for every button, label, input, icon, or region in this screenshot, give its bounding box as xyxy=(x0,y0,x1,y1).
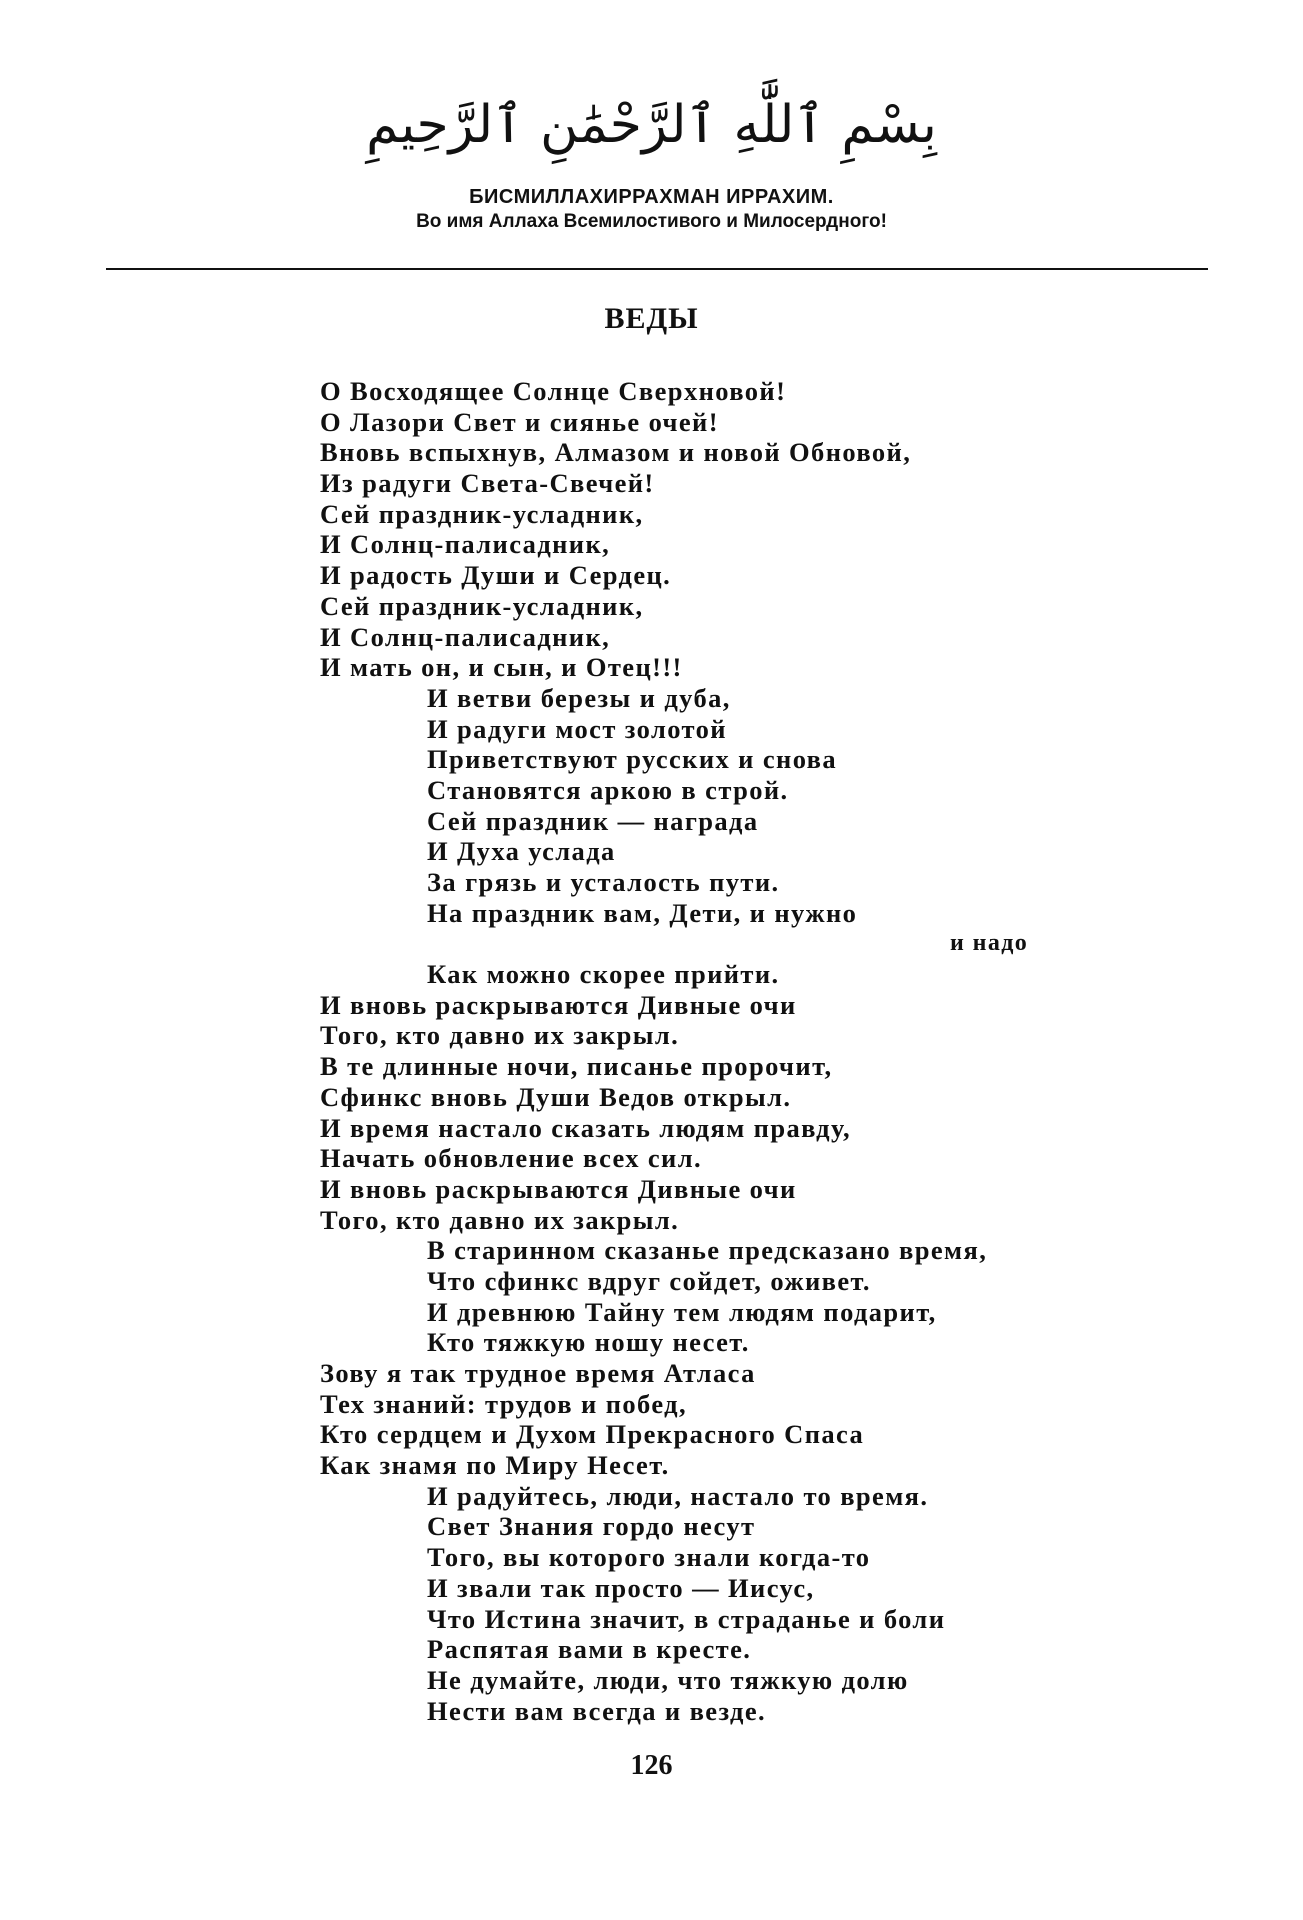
poem-line: О Восходящее Солнце Сверхновой! xyxy=(320,376,787,406)
poem-line: Того, вы которого знали когда-то xyxy=(427,1542,871,1573)
poem-line: Сей праздник-усладник, xyxy=(320,590,644,621)
poem-line: Сей праздник — награда xyxy=(427,805,759,836)
poem-line: Тех знаний: трудов и побед, xyxy=(320,1388,687,1419)
poem-line: И вновь раскрываются Дивные очи xyxy=(320,1173,797,1204)
poem-line: Начать обновление всех сил. xyxy=(320,1143,702,1174)
page-header xyxy=(0,90,1303,233)
poem-line: Вновь вспыхнув, Алмазом и новой Обновой, xyxy=(320,437,912,468)
poem-line: О Лазори Свет и сиянье очей! xyxy=(320,406,719,437)
page-number: 126 xyxy=(630,1750,673,1781)
poem-line: И радость Души и Сердец. xyxy=(320,560,672,591)
basmala-translation: Во имя Аллаха Всемилостивого и Милосердного! xyxy=(416,211,887,232)
poem-line: Становятся аркою в строй. xyxy=(427,774,789,805)
poem-line: Из радуги Света-Свечей! xyxy=(320,468,655,499)
poem-line-continuation: и надо xyxy=(950,930,1029,957)
poem-line: Приветствуют русских и снова xyxy=(427,744,838,775)
poem-line: И ветви березы и дуба, xyxy=(427,682,731,713)
poem-line: Что сфинкс вдруг сойдет, оживет. xyxy=(427,1265,871,1296)
poem-line: Сей праздник-усладник, xyxy=(320,498,644,529)
poem-line: И древнюю Тайну тем людям подарит, xyxy=(427,1296,937,1327)
poem-line: Свет Знания гордо несут xyxy=(427,1511,756,1542)
poem-line: Кто тяжкую ношу несет. xyxy=(427,1327,750,1358)
basmala-arabic: بِسْمِ ٱللَّٰهِ ٱلرَّحْمَٰنِ ٱلرَّحِيمِ xyxy=(366,95,937,155)
poem-line: Кто сердцем и Духом Прекрасного Спаса xyxy=(320,1419,865,1450)
poem-line: Того, кто давно их закрыл. xyxy=(320,1020,680,1051)
poem-body xyxy=(320,376,1120,1726)
poem-line: За грязь и усталость пути. xyxy=(427,867,780,897)
poem-line: И звали так просто — Иисус, xyxy=(427,1572,815,1603)
poem-line: Нести вам всегда и везде. xyxy=(427,1695,767,1726)
poem-line: И Солнц-палисадник, xyxy=(320,529,611,560)
poem-line: В старинном сказанье предсказано время, xyxy=(427,1235,988,1266)
poem-line: И мать он, и сын, и Отец!!! xyxy=(320,652,683,683)
poem-line: И радуйтесь, люди, настало то время. xyxy=(427,1480,929,1511)
basmala-transliteration: БИСМИЛЛАХИРРАХМАН ИРРАХИМ. xyxy=(469,186,834,208)
poem-line: И Духа услада xyxy=(427,836,616,867)
poem-line: Что Истина значит, в страданье и боли xyxy=(427,1603,946,1634)
poem-line: Сфинкс вновь Души Ведов открыл. xyxy=(320,1081,792,1112)
poem-line: Распятая вами в кресте. xyxy=(427,1634,752,1665)
poem-line: Того, кто давно их закрыл. xyxy=(320,1204,680,1235)
poem-line: И вновь раскрываются Дивные очи xyxy=(320,989,797,1020)
poem-title: ВЕДЫ xyxy=(604,302,699,335)
poem-line: И радуги мост золотой xyxy=(427,713,727,744)
poem-line: И Солнц-палисадник, xyxy=(320,621,611,652)
poem-line: Как знамя по Миру Несет. xyxy=(320,1450,670,1481)
poem-line: И время настало сказать людям правду, xyxy=(320,1112,852,1143)
poem-line: Не думайте, люди, что тяжкую долю xyxy=(427,1664,909,1695)
poem-line: Зову я так трудное время Атласа xyxy=(320,1358,756,1388)
poem-line: На праздник вам, Дети, и нужно xyxy=(427,897,858,928)
header-divider xyxy=(106,268,1208,270)
poem-line: В те длинные ночи, писанье пророчит, xyxy=(320,1051,833,1082)
poem-line: Как можно скорее прийти. xyxy=(427,959,780,990)
